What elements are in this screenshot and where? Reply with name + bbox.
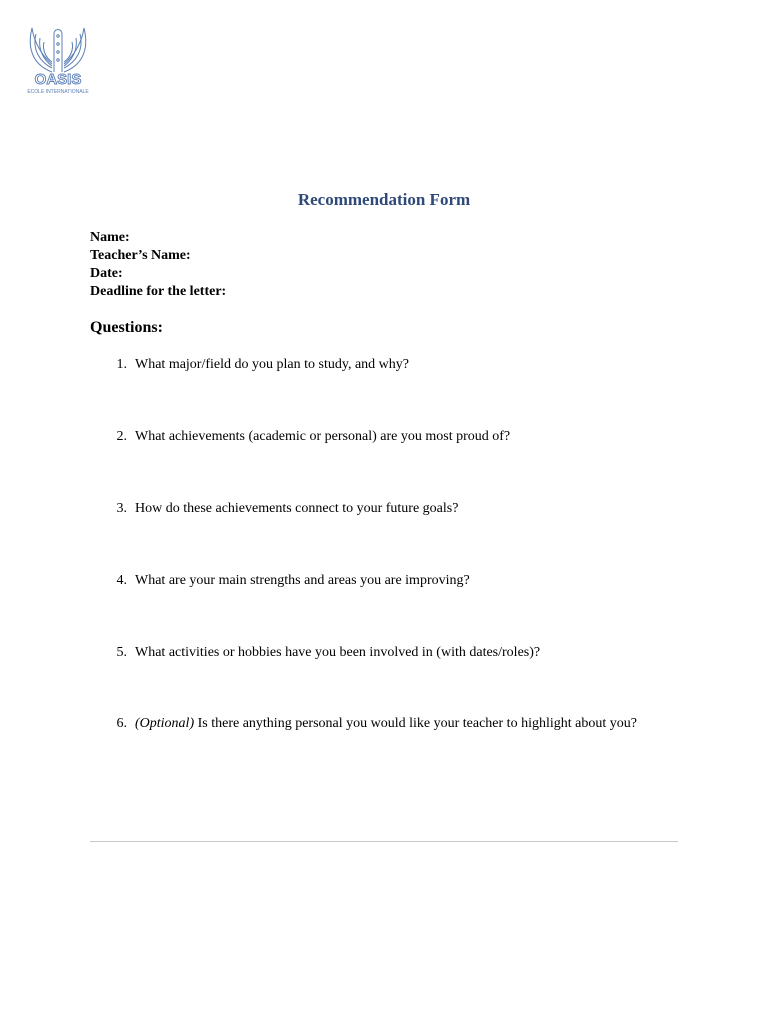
question-number: 2. — [116, 429, 127, 444]
date-label: Date: — [90, 266, 123, 281]
question-number: 3. — [116, 501, 127, 516]
school-logo — [22, 22, 94, 96]
name-label: Name: — [90, 230, 130, 245]
question-text: (Optional) Is there anything personal you would like your teacher to highlight about you? — [135, 716, 637, 731]
question-text: What are your main strengths and areas you are improving? — [135, 573, 470, 588]
question-number: 4. — [116, 573, 127, 588]
deadline-label: Deadline for the letter: — [90, 284, 227, 299]
page-title: Recommendation Form — [297, 190, 471, 209]
question-text: How do these achievements connect to your future goals? — [135, 501, 459, 516]
question-number: 1. — [116, 357, 127, 372]
logo-subtitle: ECOLE INTERNATIONALE — [27, 89, 89, 95]
questions-heading: Questions: — [90, 319, 163, 336]
question-text: What major/field do you plan to study, and why? — [135, 357, 409, 372]
student-info-fields — [90, 229, 226, 301]
question-text: What activities or hobbies have you been involved in (with dates/roles)? — [135, 645, 541, 660]
question-text: What achievements (academic or personal) are you most proud of? — [135, 429, 511, 444]
question-number: 5. — [116, 645, 127, 660]
optional-label: (Optional) — [135, 716, 195, 731]
logo-wordmark: OASIS — [34, 71, 82, 88]
footer-divider — [90, 841, 678, 842]
teacher-name-label: Teacher’s Name: — [90, 248, 191, 263]
question-number: 6. — [116, 716, 127, 731]
oasis-logo-icon — [22, 22, 94, 96]
